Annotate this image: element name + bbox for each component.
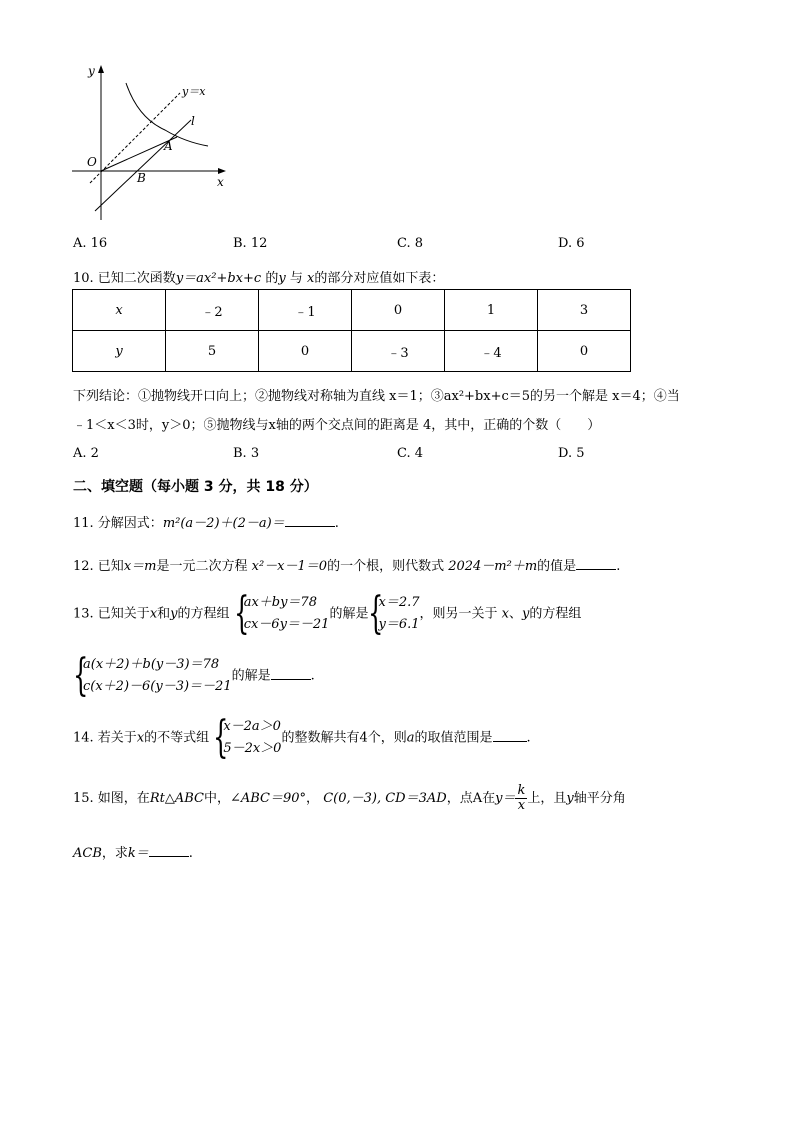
q12-equation: x²－x－1＝0 [251,559,328,574]
q15-text: ， [306,791,320,806]
table-cell: x [73,290,166,331]
q15-fraction-numerator: k [517,783,526,798]
q13-text: 、 [509,606,523,622]
q13-system-2 [73,650,232,701]
q10-function: y＝ax²+bx+c [175,271,262,286]
origin-label: O [87,155,97,169]
q10-stem-text: 的部分对应值如下表： [314,271,445,286]
q14-text: 的取值范围是 [414,730,493,746]
function-graph [60,58,240,228]
q11-text: . [334,516,339,531]
q12-condition: x＝m [123,559,157,574]
q13-var-x: x [501,606,510,622]
q15-line1 [73,784,626,813]
q10-var-y: y [278,271,286,286]
q15-var-y: y [566,791,574,806]
q12-text: 是一元二次方程 [156,559,248,574]
q15-triangle: Rt△ABC [149,791,204,806]
q10-option-b[interactable]: B. 3 [233,446,260,461]
q13-text: 和 [157,606,171,622]
point-a-label: A [164,139,173,153]
x-axis-label: x [217,175,224,189]
q15-text: 15. 如图，在 [73,791,150,806]
line-l-label: l [191,114,195,128]
q13-sys2-eq1: a(x＋2)＋b(y－3)＝78 [83,657,220,672]
q12-text: 12. 已知 [73,559,124,574]
q10-var-x: x [306,271,315,286]
q14-var-a: a [406,730,415,746]
q13-system-1 [233,588,330,639]
point-b-label: B [137,171,146,185]
q11-text: 11. 分解因式： [73,516,163,531]
q14-eq1: x－2a＞0 [223,719,281,734]
q12-expression: 2024－m²＋m [448,559,538,574]
q14-text: 14. 若关于 [73,730,137,746]
q13-line2 [73,650,315,701]
q13-sys1-eq1: ax＋by＝78 [243,595,317,610]
line-l [95,120,191,211]
q13-sys2-eq2: c(x＋2)－6(y－3)＝－21 [83,679,232,694]
table-cell: 0 [538,331,631,372]
q13-sys1-eq2: cx－6y＝－21 [243,617,330,632]
q13-var-x: x [149,606,158,622]
q15-fraction [515,784,527,813]
q14-text: 的整数解共有4个，则 [281,730,407,746]
q12-text: . [616,559,621,574]
q15-text: . [188,846,193,861]
q15-point-c: C(0,－3), CD＝3AD [323,791,447,806]
section-title: 二、填空题（每小题 3 分，共 18 分） [73,479,318,495]
q10-stem-text: 10. 已知二次函数 [73,271,176,286]
table-cell: ﹣4 [445,331,538,372]
q15-text: 轴平分角 [573,791,626,806]
table-row [73,290,631,331]
q14-text: 的不等式组 [144,730,210,746]
q15-angle: ∠ABC＝90° [229,791,307,806]
q15-text: ，求 [101,846,128,861]
q12-answer-blank[interactable] [576,557,616,570]
q15-answer-blank[interactable] [149,844,189,857]
q14-inequality-system [213,712,282,763]
q15-fraction-denominator: x [517,798,526,813]
q13-text: 的解是 [329,606,369,622]
q9-option-b[interactable]: B. 12 [233,236,268,251]
table-cell: ﹣3 [352,331,445,372]
q13-sol-eq1: x＝2.7 [378,595,420,610]
q10-stem [73,267,444,286]
q15-angle-name: ACB [73,846,102,861]
q11-expression: m²(a－2)＋(2－a)＝ [162,516,285,531]
q15-function: y＝ [495,791,516,806]
q9-option-c[interactable]: C. 8 [397,236,424,251]
y-axis-arrow-icon [98,65,104,73]
q11-answer-blank[interactable] [285,514,335,527]
q14-answer-blank[interactable] [493,729,527,742]
table-row [73,331,631,372]
y-axis-label: y [88,64,95,78]
q13-var-y: y [170,606,178,622]
q13-text: 的解是 [231,668,271,684]
line-y-equals-x-label: y＝x [182,85,206,98]
q13-text: ，则另一关于 [419,606,498,622]
q13-text: 13. 已知关于 [73,606,150,622]
brace-icon: { [233,588,250,639]
table-cell: 0 [259,331,352,372]
q10-conclusions-line2: ﹣1＜x＜3时，y＞0；⑤抛物线与x轴的两个交点间的距离是 4，其中，正确的个数（ ） [73,418,601,433]
brace-icon: { [213,712,229,763]
q14-text: . [526,730,531,746]
q11 [73,512,339,531]
q15-text: ，点A在 [446,791,496,806]
brace-icon: { [73,650,89,701]
q9-option-a[interactable]: A. 16 [73,236,108,251]
q12-text: 的值是 [537,559,577,574]
q14 [73,712,531,763]
q13-var-y: y [522,606,530,622]
table-cell: 5 [166,331,259,372]
q13-text: 的方程组 [177,606,230,622]
q13-text: . [310,668,315,684]
q12 [73,555,620,574]
brace-icon: { [368,588,384,639]
q10-conclusions-line1: 下列结论：①抛物线开口向上；②抛物线对称轴为直线 x＝1；③ax²+bx+c＝5的另一个解是 x＝4；④当 [73,389,680,404]
q10-option-c[interactable]: C. 4 [397,446,424,461]
q15-text: 上，且 [527,791,567,806]
q10-stem-text: 与 [289,271,303,286]
q13-line1 [73,588,582,639]
q13-solution [368,588,420,639]
q12-text: 的一个根，则代数式 [327,559,445,574]
q13-sol-eq2: y＝6.1 [378,617,420,632]
table-cell: ﹣1 [259,290,352,331]
table-cell: 0 [352,290,445,331]
table-cell: 3 [538,290,631,331]
table-cell: ﹣2 [166,290,259,331]
q10-option-a[interactable]: A. 2 [73,446,99,461]
q10-value-table [72,289,631,372]
q15-k: k＝ [127,846,149,861]
q13-answer-blank[interactable] [271,667,311,680]
table-cell: y [73,331,166,372]
q15-text: 中， [203,791,230,806]
table-cell: 1 [445,290,538,331]
q15-line2 [73,842,193,861]
q10-stem-text: 的 [265,271,279,286]
q14-eq2: 5－2x＞0 [223,741,282,756]
q9-option-d[interactable]: D. 6 [558,236,585,251]
x-axis-arrow-icon [218,168,226,174]
q14-var-x: x [136,730,145,746]
q10-option-d[interactable]: D. 5 [558,446,585,461]
q13-text: 的方程组 [529,606,582,622]
